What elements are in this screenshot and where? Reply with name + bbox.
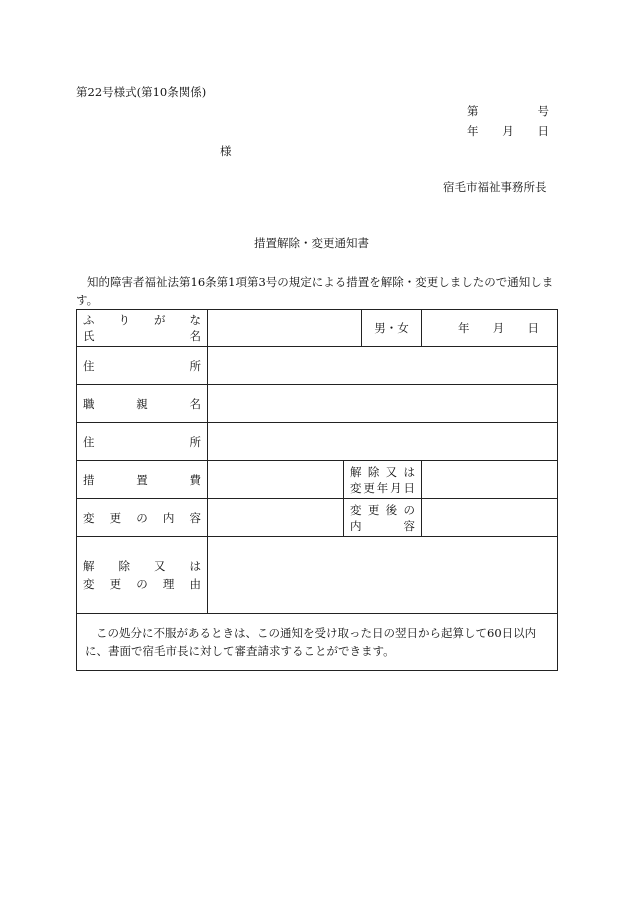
cost-value xyxy=(208,461,344,499)
address-value xyxy=(208,347,558,385)
row-name xyxy=(77,310,558,347)
row-cost xyxy=(77,461,558,499)
guardian-label: 職 親 名 xyxy=(77,385,208,423)
row-guardian-address xyxy=(77,423,558,461)
form-label: 第22号様式(第10条関係) xyxy=(76,85,207,99)
addressee-honorific: 様 xyxy=(220,144,232,158)
guardian-value xyxy=(208,385,558,423)
furigana-label: ふ り が な xyxy=(83,313,201,327)
document-date: 年 月 日 xyxy=(467,124,549,138)
row-guardian xyxy=(77,385,558,423)
address-label: 住 所 xyxy=(77,347,208,385)
change-content-value xyxy=(208,499,344,537)
name-label xyxy=(77,310,208,347)
reason-label: 解 除 又 は 変 更 の 理 由 xyxy=(77,537,208,614)
gender-field: 男・女 xyxy=(362,310,422,347)
guardian-address-value xyxy=(208,423,558,461)
document-number: 第 号 xyxy=(467,104,549,118)
appeal-notice: この処分に不服があるときは、この通知を受け取った日の翌日から起算して60日以内に、書面で宿毛市長に対して審査請求することができます。 xyxy=(77,614,558,671)
change-date-label: 解 除 又 は 変 更 年 月 日 xyxy=(344,461,422,499)
cost-label: 措 置 費 xyxy=(77,461,208,499)
issuer: 宿毛市福祉事務所長 xyxy=(443,180,547,194)
change-date-value xyxy=(422,461,558,499)
row-reason xyxy=(77,537,558,614)
row-address xyxy=(77,347,558,385)
row-change-content xyxy=(77,499,558,537)
row-notice xyxy=(77,614,558,671)
reason-value xyxy=(208,537,558,614)
notification-body: 知的障害者福祉法第16条第1項第3号の規定による措置を解除・変更しましたので通知します。 xyxy=(76,275,554,307)
name-value xyxy=(208,310,362,347)
birth-date-field: 年 月 日 xyxy=(422,310,558,347)
after-change-value xyxy=(422,499,558,537)
guardian-address-label: 住 所 xyxy=(77,423,208,461)
notification-table xyxy=(76,309,558,671)
change-content-label: 変 更 の 内 容 xyxy=(77,499,208,537)
after-change-label: 変 更 後 の 内 容 xyxy=(344,499,422,537)
name-label-text: 氏 名 xyxy=(83,329,201,343)
page-title: 措置解除・変更通知書 xyxy=(254,236,369,250)
